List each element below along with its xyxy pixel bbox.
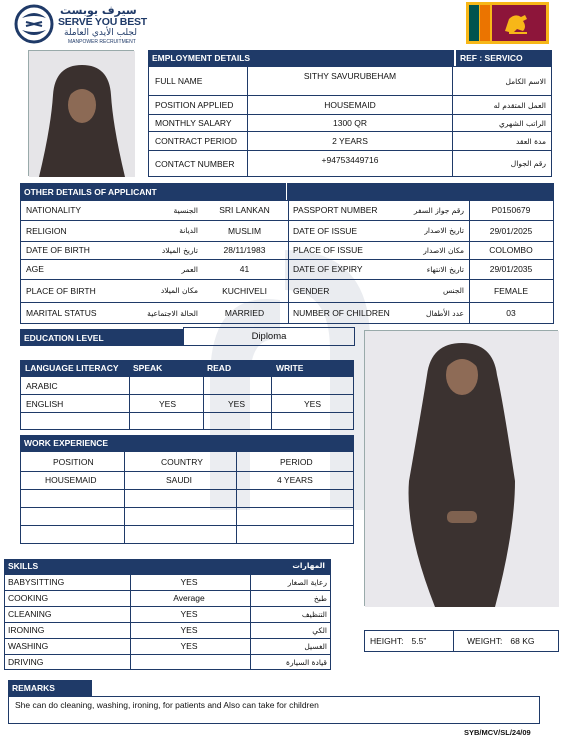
applicant-arabic2-3: تاريخ الانتهاء (426, 264, 464, 274)
remarks-title: REMARKS (12, 683, 55, 693)
position-applied-arabic: العمل المتقدم له (452, 95, 552, 115)
education-level-value: Diploma (183, 327, 355, 346)
height-cell (364, 630, 454, 652)
contract-period-arabic: مدة العقد (452, 131, 552, 151)
skill-arabic-4: الغسيل (304, 641, 327, 651)
logo-emblem-icon (14, 4, 54, 44)
applicant-value-4: KUCHIVELI (222, 285, 267, 296)
row-divider (21, 394, 353, 395)
skill-arabic-5: قيادة السيارة (286, 657, 327, 667)
skill-level-1: Average (173, 593, 205, 603)
applicant-arabic2-4: الجنس (442, 286, 464, 295)
applicant-details-header (20, 183, 554, 200)
applicant-label-5: MARITAL STATUS (26, 308, 97, 318)
applicant-value2-1: 29/01/2025 (489, 225, 533, 236)
work-header-country: COUNTRY (161, 457, 203, 467)
applicant-value2-5: 03 (506, 308, 516, 318)
applicant-label2-1: DATE OF ISSUE (293, 225, 358, 236)
applicant-label2-5: NUMBER OF CHILDREN (293, 308, 390, 318)
portrait-image (29, 51, 135, 177)
weight-label: WEIGHT: (467, 636, 503, 646)
skill-name-4: WASHING (8, 641, 49, 651)
skill-level-2: YES (180, 609, 198, 619)
applicant-value-5: MARRIED (224, 308, 265, 318)
contract-period-label: CONTRACT PERIOD (148, 131, 248, 151)
work-row-country: SAUDI (166, 475, 192, 485)
applicant-label-2: DATE OF BIRTH (26, 245, 90, 255)
monthly-salary-value: 1300 QR (247, 114, 453, 132)
height-value: 5.5” (411, 636, 427, 646)
flag-icon (469, 5, 546, 41)
applicant-arabic-5: الحالة الاجتماعية (147, 308, 198, 318)
skills-title-arabic: المهارات (292, 561, 325, 570)
col-divider (129, 377, 130, 429)
work-experience-header (20, 435, 354, 451)
applicant-value-2: 28/11/1983 (223, 245, 266, 255)
row-divider (21, 471, 353, 472)
ref-header (456, 50, 552, 66)
skill-name-2: CLEANING (8, 609, 52, 619)
remarks-header (8, 680, 92, 696)
sri-lanka-flag (466, 2, 549, 44)
english-read: YES (228, 399, 246, 409)
height-label: HEIGHT: (370, 636, 404, 646)
col-divider (271, 377, 272, 429)
remarks-box (8, 696, 540, 724)
header-divider (286, 183, 287, 200)
language-header-lang: LANGUAGE LITERACY (25, 363, 119, 373)
english-speak: YES (159, 399, 177, 409)
work-header-period: PERIOD (280, 457, 313, 467)
skill-arabic-2: التنظيف (301, 609, 327, 619)
applicant-label-3: AGE (26, 264, 44, 274)
applicant-label2-4: GENDER (293, 285, 330, 296)
language-header-read: READ (207, 363, 232, 373)
row-divider (21, 412, 353, 413)
full-photo-image (365, 331, 559, 607)
skill-arabic-3: الكي (312, 625, 327, 635)
row-divider (21, 525, 353, 526)
ref-label: REF : SERVICO (460, 53, 523, 63)
language-arabic: ARABIC (26, 381, 58, 391)
weight-cell (453, 630, 559, 652)
brand-arabic-sub: لجلب الأيدي العاملة (64, 28, 137, 38)
language-header-write: WRITE (276, 363, 304, 373)
skill-name-3: IRONING (8, 625, 45, 635)
applicant-arabic2-1: تاريخ الاصدار (424, 226, 464, 235)
weight-value: 68 KG (510, 636, 535, 646)
work-row-position: HOUSEMAID (45, 475, 97, 485)
language-literacy-header (20, 360, 354, 376)
row-divider (21, 507, 353, 508)
employment-details-title: EMPLOYMENT DETAILS (152, 53, 251, 63)
applicant-details-title: OTHER DETAILS OF APPLICANT (24, 186, 157, 197)
applicant-value-3: 41 (239, 264, 250, 274)
education-level-label: EDUCATION LEVEL (24, 332, 104, 343)
skill-name-1: COOKING (8, 593, 49, 603)
contact-number-arabic: رقم الجوال (452, 150, 552, 177)
language-english: ENGLISH (26, 399, 64, 409)
brand-arabic: سيرف يوبست (60, 4, 137, 17)
applicant-value2-3: 29/01/2035 (489, 264, 533, 274)
employment-details-table (148, 66, 552, 177)
applicant-arabic-4: مكان الميلاد (160, 286, 198, 295)
applicant-label2-2: PLACE OF ISSUE (293, 245, 363, 255)
skill-level-0: YES (180, 577, 198, 587)
col-divider (124, 452, 125, 543)
applicant-full-photo (364, 330, 558, 606)
language-header-speak: SPEAK (133, 363, 163, 373)
contract-period-value: 2 YEARS (247, 131, 453, 151)
full-name-arabic: الاسم الكامل (452, 66, 552, 96)
contact-number-value: +94753449716 (247, 150, 453, 177)
brand-tagline: MANPOWER RECRUITMENT (68, 39, 136, 45)
applicant-value-0: SRI LANKAN (219, 205, 270, 215)
document-code: SYB/MCV/SL/24/09 (464, 728, 531, 737)
skill-arabic-0: رعاية الصغار (287, 577, 327, 587)
applicant-arabic2-2: مكان الاصدار (423, 245, 464, 255)
skill-arabic-1: طبخ (313, 593, 327, 603)
applicant-arabic2-0: رقم جواز السفر (413, 205, 464, 215)
skill-level-5 (129, 654, 249, 670)
applicant-arabic2-5: عدد الأطفال (426, 308, 464, 318)
applicant-arabic-3: العمر (181, 264, 198, 274)
monthly-salary-label: MONTHLY SALARY (148, 114, 248, 132)
applicant-label2-3: DATE OF EXPIRY (293, 264, 363, 274)
brand-name: SERVE YOU BEST (58, 16, 148, 28)
work-row-period: 4 YEARS (277, 475, 313, 485)
skill-level-3: YES (180, 625, 198, 635)
position-applied-label: POSITION APPLIED (148, 95, 248, 115)
company-logo (14, 4, 164, 46)
col-divider (236, 452, 237, 543)
skill-name-0: BABYSITTING (8, 577, 65, 587)
work-experience-title: WORK EXPERIENCE (24, 438, 109, 448)
applicant-arabic-1: الديانة (179, 226, 198, 235)
applicant-label-1: RELIGION (26, 225, 67, 236)
skill-level-4: YES (180, 641, 198, 651)
position-applied-value: HOUSEMAID (247, 95, 453, 115)
applicant-label-0: NATIONALITY (26, 205, 82, 215)
applicant-portrait (28, 50, 134, 176)
applicant-arabic-0: الجنسية (173, 205, 198, 215)
skill-name-5: DRIVING (8, 657, 44, 667)
contact-number-label: CONTACT NUMBER (148, 150, 248, 177)
work-header-position: POSITION (53, 457, 94, 467)
english-write: YES (304, 399, 322, 409)
applicant-value-1: MUSLIM (227, 225, 262, 236)
employment-details-header (148, 50, 454, 66)
skills-title: SKILLS (8, 561, 39, 571)
language-literacy-table (20, 376, 354, 430)
remarks-text: She can do cleaning, washing, ironing, for patients and Also can take for children (15, 700, 319, 710)
applicant-value2-2: COLOMBO (489, 245, 533, 255)
work-experience-table (20, 451, 354, 544)
full-name-label: FULL NAME (148, 66, 248, 96)
skills-header (4, 559, 331, 574)
full-name-value: SITHY SAVURUBEHAM (247, 66, 453, 96)
applicant-label2-0: PASSPORT NUMBER (293, 205, 378, 215)
monthly-salary-arabic: الراتب الشهري (452, 114, 552, 132)
applicant-arabic-2: تاريخ الميلاد (161, 245, 198, 255)
applicant-value2-4: FEMALE (493, 285, 528, 296)
col-divider (203, 377, 204, 429)
applicant-label-4: PLACE OF BIRTH (26, 285, 96, 296)
row-divider (21, 489, 353, 490)
education-level-header (20, 329, 184, 346)
applicant-value2-0: P0150679 (491, 205, 531, 215)
